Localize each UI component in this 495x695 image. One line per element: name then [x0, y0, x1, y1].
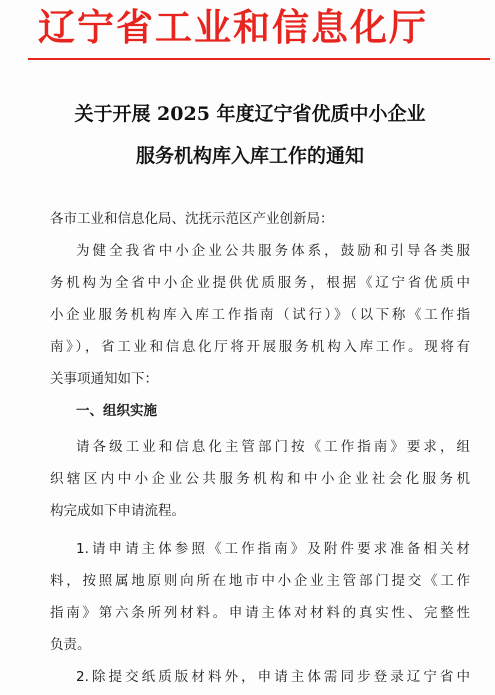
salutation: 各市工业和信息化局、沈抚示范区产业创新局：: [50, 211, 334, 227]
paragraph-line: 南》），省工业和信息化厅将开展服务机构入库工作。现将有: [50, 339, 470, 355]
paragraph-line: 指南》第六条所列材料。申请主体对材料的真实性、完整性: [50, 605, 470, 621]
paragraph-line: 织辖区内中小企业公共服务机构和中小企业社会化服务机: [50, 471, 470, 487]
paragraph-line: 2.除提交纸质版材料外，申请主体需同步登录辽宁省中: [76, 669, 470, 685]
section-heading: 一、组织实施: [76, 403, 157, 419]
paragraph-line: 为健全我省中小企业公共服务体系，鼓励和引导各类服: [76, 243, 470, 259]
paragraph-line: 请各级工业和信息化主管部门按《工作指南》要求，组: [76, 439, 470, 455]
paragraph-line: 务机构为全省中小企业提供优质服务，根据《辽宁省优质中: [50, 275, 470, 291]
paragraph-line: 关事项通知如下：: [50, 371, 158, 387]
document-title-line-2: 服务机构库入库工作的通知: [135, 145, 364, 167]
paragraph-line: 负责。: [50, 637, 91, 653]
letterhead-title: 辽宁省工业和信息化厅: [38, 5, 428, 49]
paragraph-line: 料，按照属地原则向所在地市中小企业主管部门提交《工作: [50, 573, 470, 589]
paragraph-line: 1.请申请主体参照《工作指南》及附件要求准备相关材: [76, 541, 470, 557]
document-title-line-1: 关于开展 2025 年度辽宁省优质中小企业: [74, 103, 426, 125]
paragraph-line: 小企业服务机构库入库工作指南（试行）》（以下称《工作指: [50, 307, 470, 323]
paragraph-line: 构完成如下申请流程。: [50, 503, 185, 519]
letterhead-rule: [28, 58, 490, 60]
